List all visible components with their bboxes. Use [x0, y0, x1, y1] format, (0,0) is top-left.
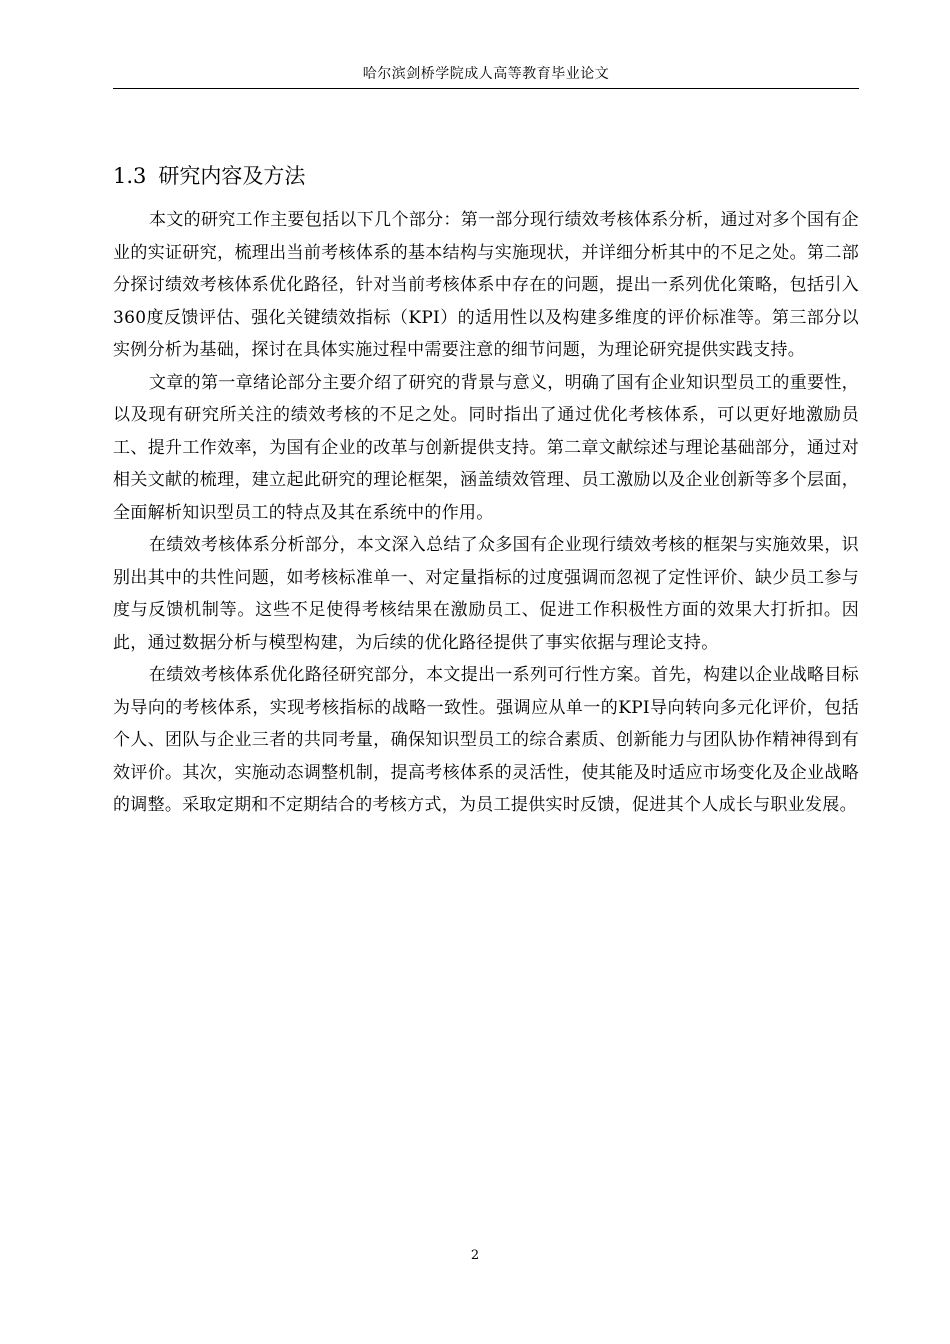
- section-title: 研究内容及方法: [158, 164, 306, 188]
- paragraph-1: 本文的研究工作主要包括以下几个部分：第一部分现行绩效考核体系分析，通过对多个国有企业的实证研究，梳理出当前考核体系的基本结构与实施现状，并详细分析其中的不足之处。第二部分探讨绩效考核体系优化路径，针对当前考核体系中存在的问题，提出一系列优化策略，包括引入360度反馈评估、强化关键绩效指标（KPI）的适用性以及构建多维度的评价标准等。第三部分以实例分析为基础，探讨在具体实施过程中需要注意的细节问题，为理论研究提供实践支持。: [113, 210, 859, 360]
- paragraph-2: 文章的第一章绪论部分主要介绍了研究的背景与意义，明确了国有企业知识型员工的重要性，以及现有研究所关注的绩效考核的不足之处。同时指出了通过优化考核体系，可以更好地激励员工、提升工作效率，为国有企业的改革与创新提供支持。第二章文献综述与理论基础部分，通过对相关文献的梳理，建立起此研究的理论框架，涵盖绩效管理、员工激励以及企业创新等多个层面，全面解析知识型员工的特点及其在系统中的作用。: [113, 372, 859, 523]
- running-header: 哈尔滨剑桥学院成人高等教育毕业论文: [362, 66, 610, 82]
- body-text: [113, 204, 859, 822]
- page-number: 2: [470, 1248, 480, 1263]
- section-heading: [113, 160, 305, 192]
- paragraph-4: 在绩效考核体系优化路径研究部分，本文提出一系列可行性方案。首先，构建以企业战略目标为导向的考核体系，实现考核指标的战略一致性。强调应从单一的KPI导向转向多元化评价，包括个人、团队与企业三者的共同考量，确保知识型员工的综合素质、创新能力与团队协作精神得到有效评价。其次，实施动态调整机制，提高考核体系的灵活性，使其能及时适应市场变化及企业战略的调整。采取定期和不定期结合的考核方式，为员工提供实时反馈，促进其个人成长与职业发展。: [113, 665, 859, 815]
- paragraph-3: 在绩效考核体系分析部分，本文深入总结了众多国有企业现行绩效考核的框架与实施效果，识别出其中的共性问题，如考核标准单一、对定量指标的过度强调而忽视了定性评价、缺少员工参与度与反馈机制等。这些不足使得考核结果在激励员工、促进工作积极性方面的效果大打折扣。因此，通过数据分析与模型构建，为后续的优化路径提供了事实依据与理论支持。: [113, 535, 859, 653]
- section-number: 1.3: [113, 164, 147, 188]
- header-rule: [113, 88, 859, 89]
